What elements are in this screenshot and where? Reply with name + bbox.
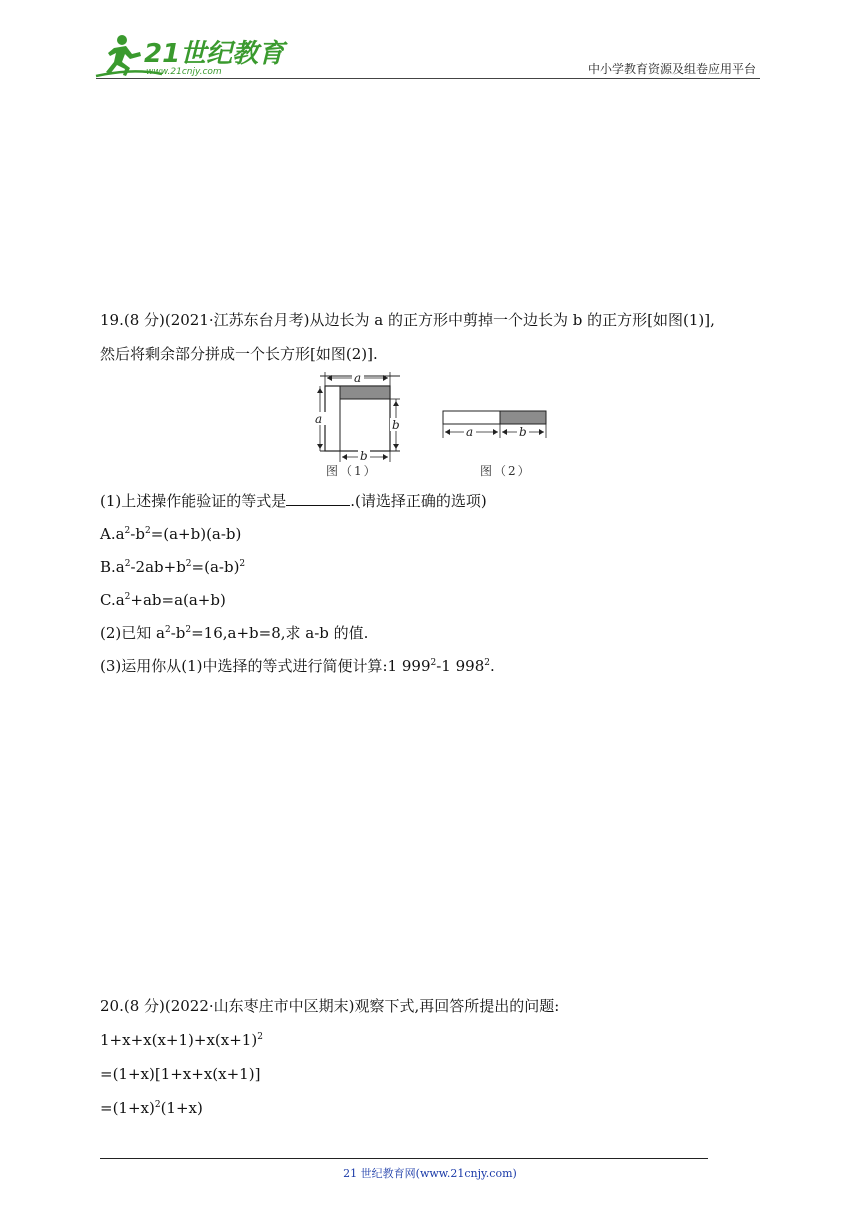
q20-expr1: $1+x+x(x+1)+x(x+1)^2$ [100, 1031, 263, 1049]
footer-divider [100, 1158, 708, 1159]
fig1-right-b: b [392, 418, 400, 432]
fig2-a: a [466, 425, 474, 439]
logo-url: www.21cnjy.com [146, 67, 222, 77]
q19-part1: (1)上述操作能验证的等式是 .(请选择正确的选项) [100, 492, 487, 510]
q20-expr3: $=(1+x)^2(1+x)$ [100, 1099, 203, 1117]
footer-text: 21 世纪教育网(www.21cnjy.com) [343, 1167, 517, 1180]
q19-part2: (2)已知 $a^2-b^2=16,a+b=8$,求 a-b 的值. [100, 624, 369, 642]
q19-option-a: $A.a^2-b^2=(a+b)(a-b)$ [100, 525, 242, 543]
fig1-top-a: a [354, 371, 362, 385]
q19-line2: 然后将剩余部分拼成一个长方形[如图(2)]. [100, 345, 378, 363]
fig2-b: b [519, 425, 527, 439]
header-divider [96, 78, 760, 79]
q19-line1: 19.(8 分)(2021·江苏东台月考)从边长为 a 的正方形中剪掉一个边长为 b 的正方形[如图(1)], [100, 311, 715, 329]
logo-text: 21世纪教育 [144, 39, 285, 69]
q19-figure [300, 362, 560, 482]
fig1-bottom-b: b [360, 449, 368, 463]
fig1-caption: 图（1） [326, 464, 378, 478]
header-slogan: 中小学教育资源及组卷应用平台 [587, 62, 756, 76]
q20-line1: 20.(8 分)(2022·山东枣庄市中区期末)观察下式,再回答所提出的问题: [100, 997, 560, 1015]
q19-option-c: $C.a^2+ab=a(a+b)$ [100, 591, 226, 609]
answer-blank [286, 491, 350, 506]
fig2-caption: 图（2） [480, 464, 532, 478]
q19-option-b: $B.a^2-2ab+b^2=(a-b)^2$ [100, 558, 246, 576]
q20-expr2: =(1+x)[1+x+x(x+1)] [100, 1065, 261, 1083]
fig1-left-a: a [315, 412, 323, 426]
page-header [0, 0, 860, 90]
q19-part3: (3)运用你从(1)中选择的等式进行简便计算:1 $999^2-1$ $998^2$. [100, 657, 495, 675]
site-logo [92, 32, 285, 80]
